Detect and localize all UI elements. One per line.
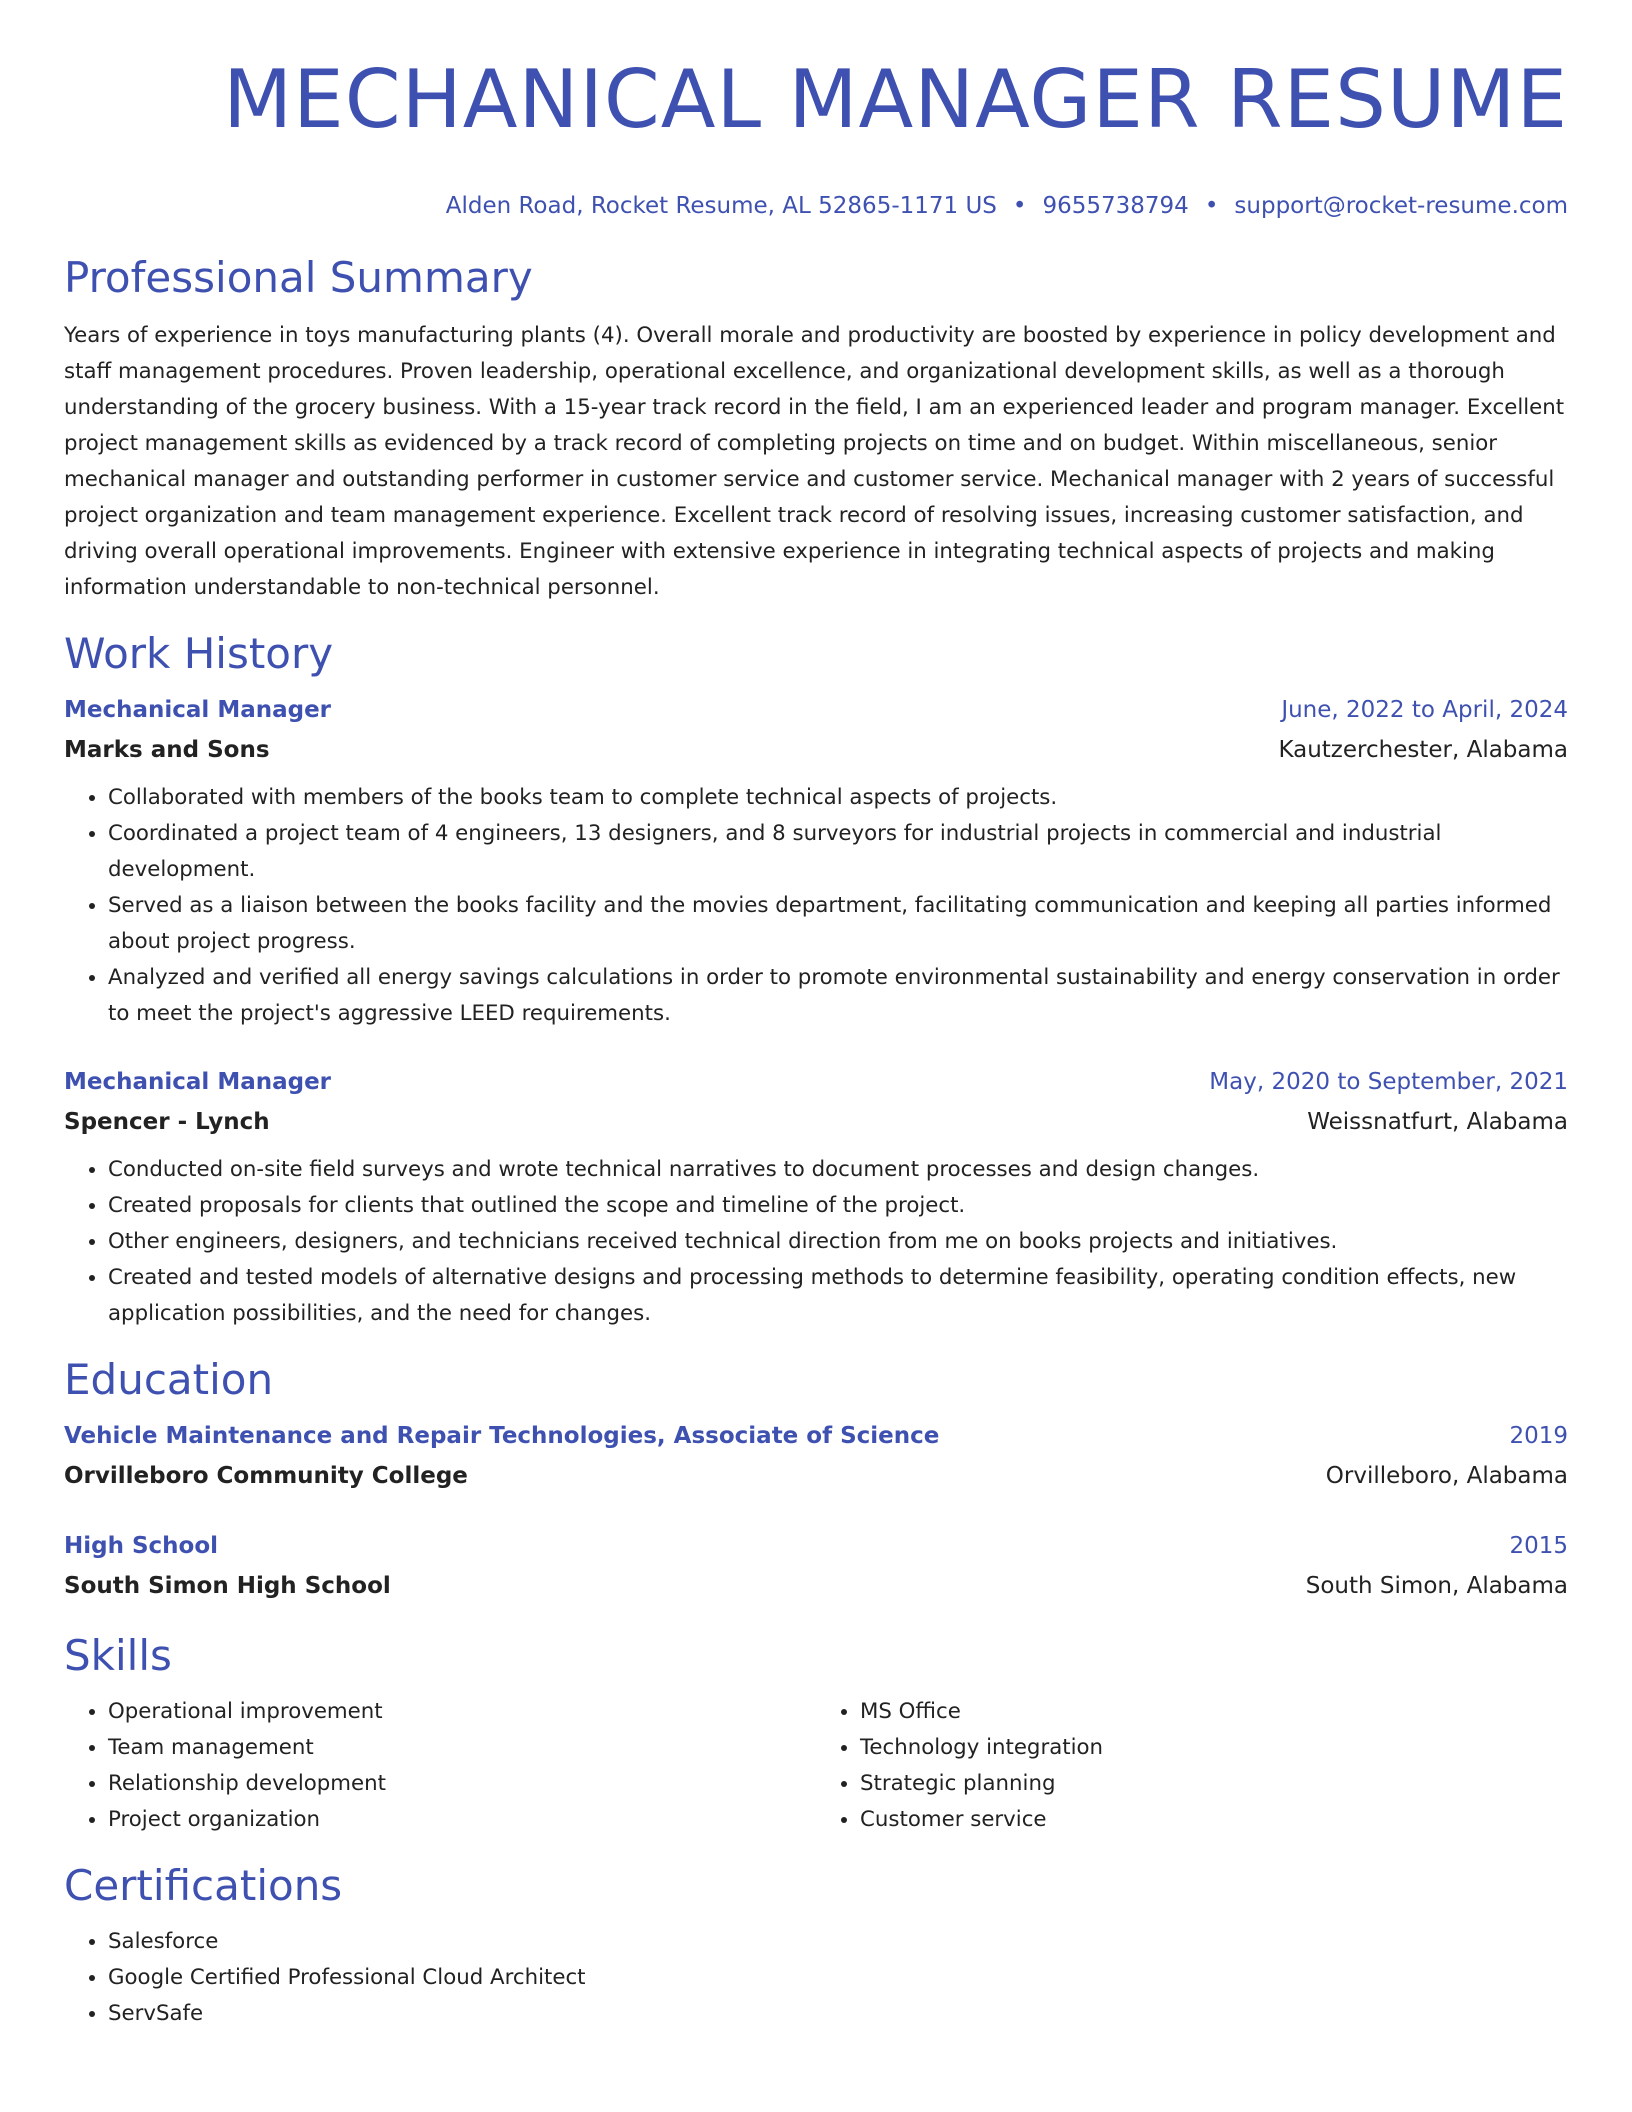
skills-list — [64, 1694, 1568, 1838]
address-text: Alden Road, Rocket Resume, AL 52865-1171 US — [445, 193, 997, 219]
degree-name: High School — [64, 1533, 219, 1559]
job-bullet: • Other engineers, designers, and technicians received technical direction from me on books projects and initiatives. — [108, 1224, 1568, 1260]
skill-item: • Technology integration — [860, 1730, 1568, 1766]
separator-dot: • — [1012, 193, 1027, 219]
job-dates: June, 2022 to April, 2024 — [1281, 697, 1568, 723]
job-bullet: • Conducted on-site field surveys and wrote technical narratives to document processes and design changes. — [108, 1152, 1568, 1188]
contact-line — [64, 190, 1568, 222]
certifications-heading: Certifications — [64, 1861, 343, 1910]
job-bullet: • Analyzed and verified all energy savings calculations in order to promote environmental sustainability and energy conservation in order to meet the project's aggressive LEED requirements. — [108, 960, 1568, 1032]
separator-dot: • — [1204, 193, 1219, 219]
skill-item: • Customer service — [860, 1802, 1568, 1838]
skill-item: • Project organization — [108, 1802, 816, 1838]
skill-item: • Strategic planning — [860, 1766, 1568, 1802]
skills-column-left — [64, 1694, 816, 1838]
company-name: Marks and Sons — [64, 737, 270, 763]
skills-column-right — [816, 1694, 1568, 1838]
work-history-heading: Work History — [64, 629, 334, 678]
phone-text: 9655738794 — [1042, 193, 1189, 219]
degree-name: Vehicle Maintenance and Repair Technologies, Associate of Science — [64, 1423, 940, 1449]
company-name: Spencer - Lynch — [64, 1109, 270, 1135]
skill-item: • Relationship development — [108, 1766, 816, 1802]
skill-item: • Operational improvement — [108, 1694, 816, 1730]
education-heading: Education — [64, 1355, 274, 1404]
school-location: Orvilleboro, Alabama — [1325, 1463, 1568, 1489]
education-year: 2019 — [1509, 1423, 1568, 1449]
skill-item: • Team management — [108, 1730, 816, 1766]
job-title: Mechanical Manager — [64, 1069, 332, 1095]
resume-title: MECHANICAL MANAGER RESUME — [223, 53, 1568, 146]
job-bullet: • Created and tested models of alternative designs and processing methods to determine feasibility, operating condition effects, new application possibilities, and the need for changes. — [108, 1260, 1568, 1332]
education-year: 2015 — [1509, 1533, 1568, 1559]
certification-item: • ServSafe — [108, 1996, 1568, 2032]
summary-text: Years of experience in toys manufacturing plants (4). Overall morale and productivity are boosted by experience in policy development and staff management procedures. Proven leadership, operational excellence, and organizational development skills, as well as a thorough understanding of the grocery business. With a 15-year track record in the field, I am an experienced leader and program manager. Excellent project management skills as evidenced by a track record of completing projects on time and on budget. Within miscellaneous, senior mechanical manager and outstanding performer in customer service and customer service. Mechanical manager with 2 years of successful project organization and team management experience. Excellent track record of resolving issues, increasing customer satisfaction, and driving overall operational improvements. Engineer with extensive experience in integrating technical aspects of projects and making information understandable to non-technical personnel. — [64, 323, 1565, 600]
job-bullets — [64, 1152, 1568, 1332]
job-entry — [64, 1062, 1568, 1332]
summary-heading: Professional Summary — [64, 253, 533, 302]
job-location: Kautzerchester, Alabama — [1278, 737, 1568, 763]
school-name: Orvilleboro Community College — [64, 1463, 468, 1489]
job-bullets — [64, 780, 1568, 1032]
education-entry — [64, 1416, 1568, 1496]
school-name: South Simon High School — [64, 1573, 391, 1599]
job-dates: May, 2020 to September, 2021 — [1209, 1069, 1568, 1095]
job-bullet: • Collaborated with members of the books team to complete technical aspects of projects. — [108, 780, 1568, 816]
job-entry — [64, 690, 1568, 1032]
email-link[interactable]: support@rocket-resume.com — [1234, 193, 1568, 219]
job-bullet: • Created proposals for clients that outlined the scope and timeline of the project. — [108, 1188, 1568, 1224]
certifications-list — [64, 1924, 1568, 2032]
job-location: Weissnatfurt, Alabama — [1307, 1109, 1568, 1135]
certification-item: • Salesforce — [108, 1924, 1568, 1960]
job-bullet: • Coordinated a project team of 4 engineers, 13 designers, and 8 surveyors for industrial projects in commercial and industrial development. — [108, 816, 1568, 888]
job-bullet: • Served as a liaison between the books facility and the movies department, facilitating communication and keeping all parties informed about project progress. — [108, 888, 1568, 960]
school-location: South Simon, Alabama — [1305, 1573, 1568, 1599]
certification-item: • Google Certified Professional Cloud Architect — [108, 1960, 1568, 1996]
job-title: Mechanical Manager — [64, 697, 332, 723]
skill-item: • MS Office — [860, 1694, 1568, 1730]
skills-heading: Skills — [64, 1631, 172, 1680]
education-entry — [64, 1526, 1568, 1606]
